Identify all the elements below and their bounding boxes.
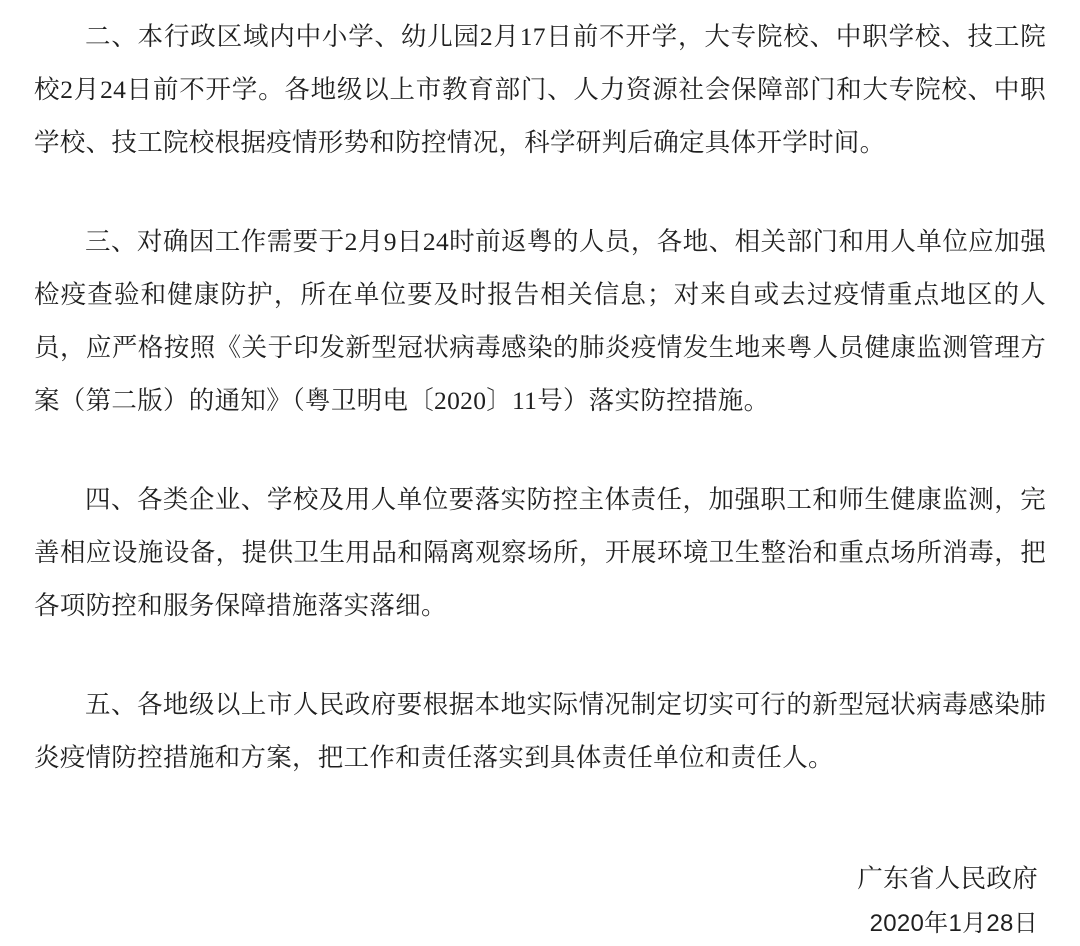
paragraph-five: 五、各地级以上市人民政府要根据本地实际情况制定切实可行的新型冠状病毒感染肺炎疫情防控措施和方案，把工作和责任落实到具体责任单位和责任人。 [34,690,1046,772]
document-body [34,10,1046,784]
signature-block [34,856,1046,946]
signature-organization: 广东省人民政府 [857,864,1038,893]
paragraph-two: 二、本行政区域内中小学、幼儿园2月17日前不开学，大专院校、中职学校、技工院校2月24日前不开学。各地级以上市教育部门、人力资源社会保障部门和大专院校、中职学校、技工院校根据疫情形势和防控情况，科学研判后确定具体开学时间。 [34,22,1046,157]
signature-date: 2020年1月28日 [869,910,1038,937]
paragraph-three: 三、对确因工作需要于2月9日24时前返粤的人员，各地、相关部门和用人单位应加强检疫查验和健康防护，所在单位要及时报告相关信息；对来自或去过疫情重点地区的人员，应严格按照《关于印发新型冠状病毒感染的肺炎疫情发生地来粤人员健康监测管理方案（第二版）的通知》（粤卫明电〔2020〕11号）落实防控措施。 [34,227,1046,415]
paragraph-four: 四、各类企业、学校及用人单位要落实防控主体责任，加强职工和师生健康监测，完善相应设施设备，提供卫生用品和隔离观察场所，开展环境卫生整治和重点场所消毒，把各项防控和服务保障措施落实落细。 [34,485,1046,620]
